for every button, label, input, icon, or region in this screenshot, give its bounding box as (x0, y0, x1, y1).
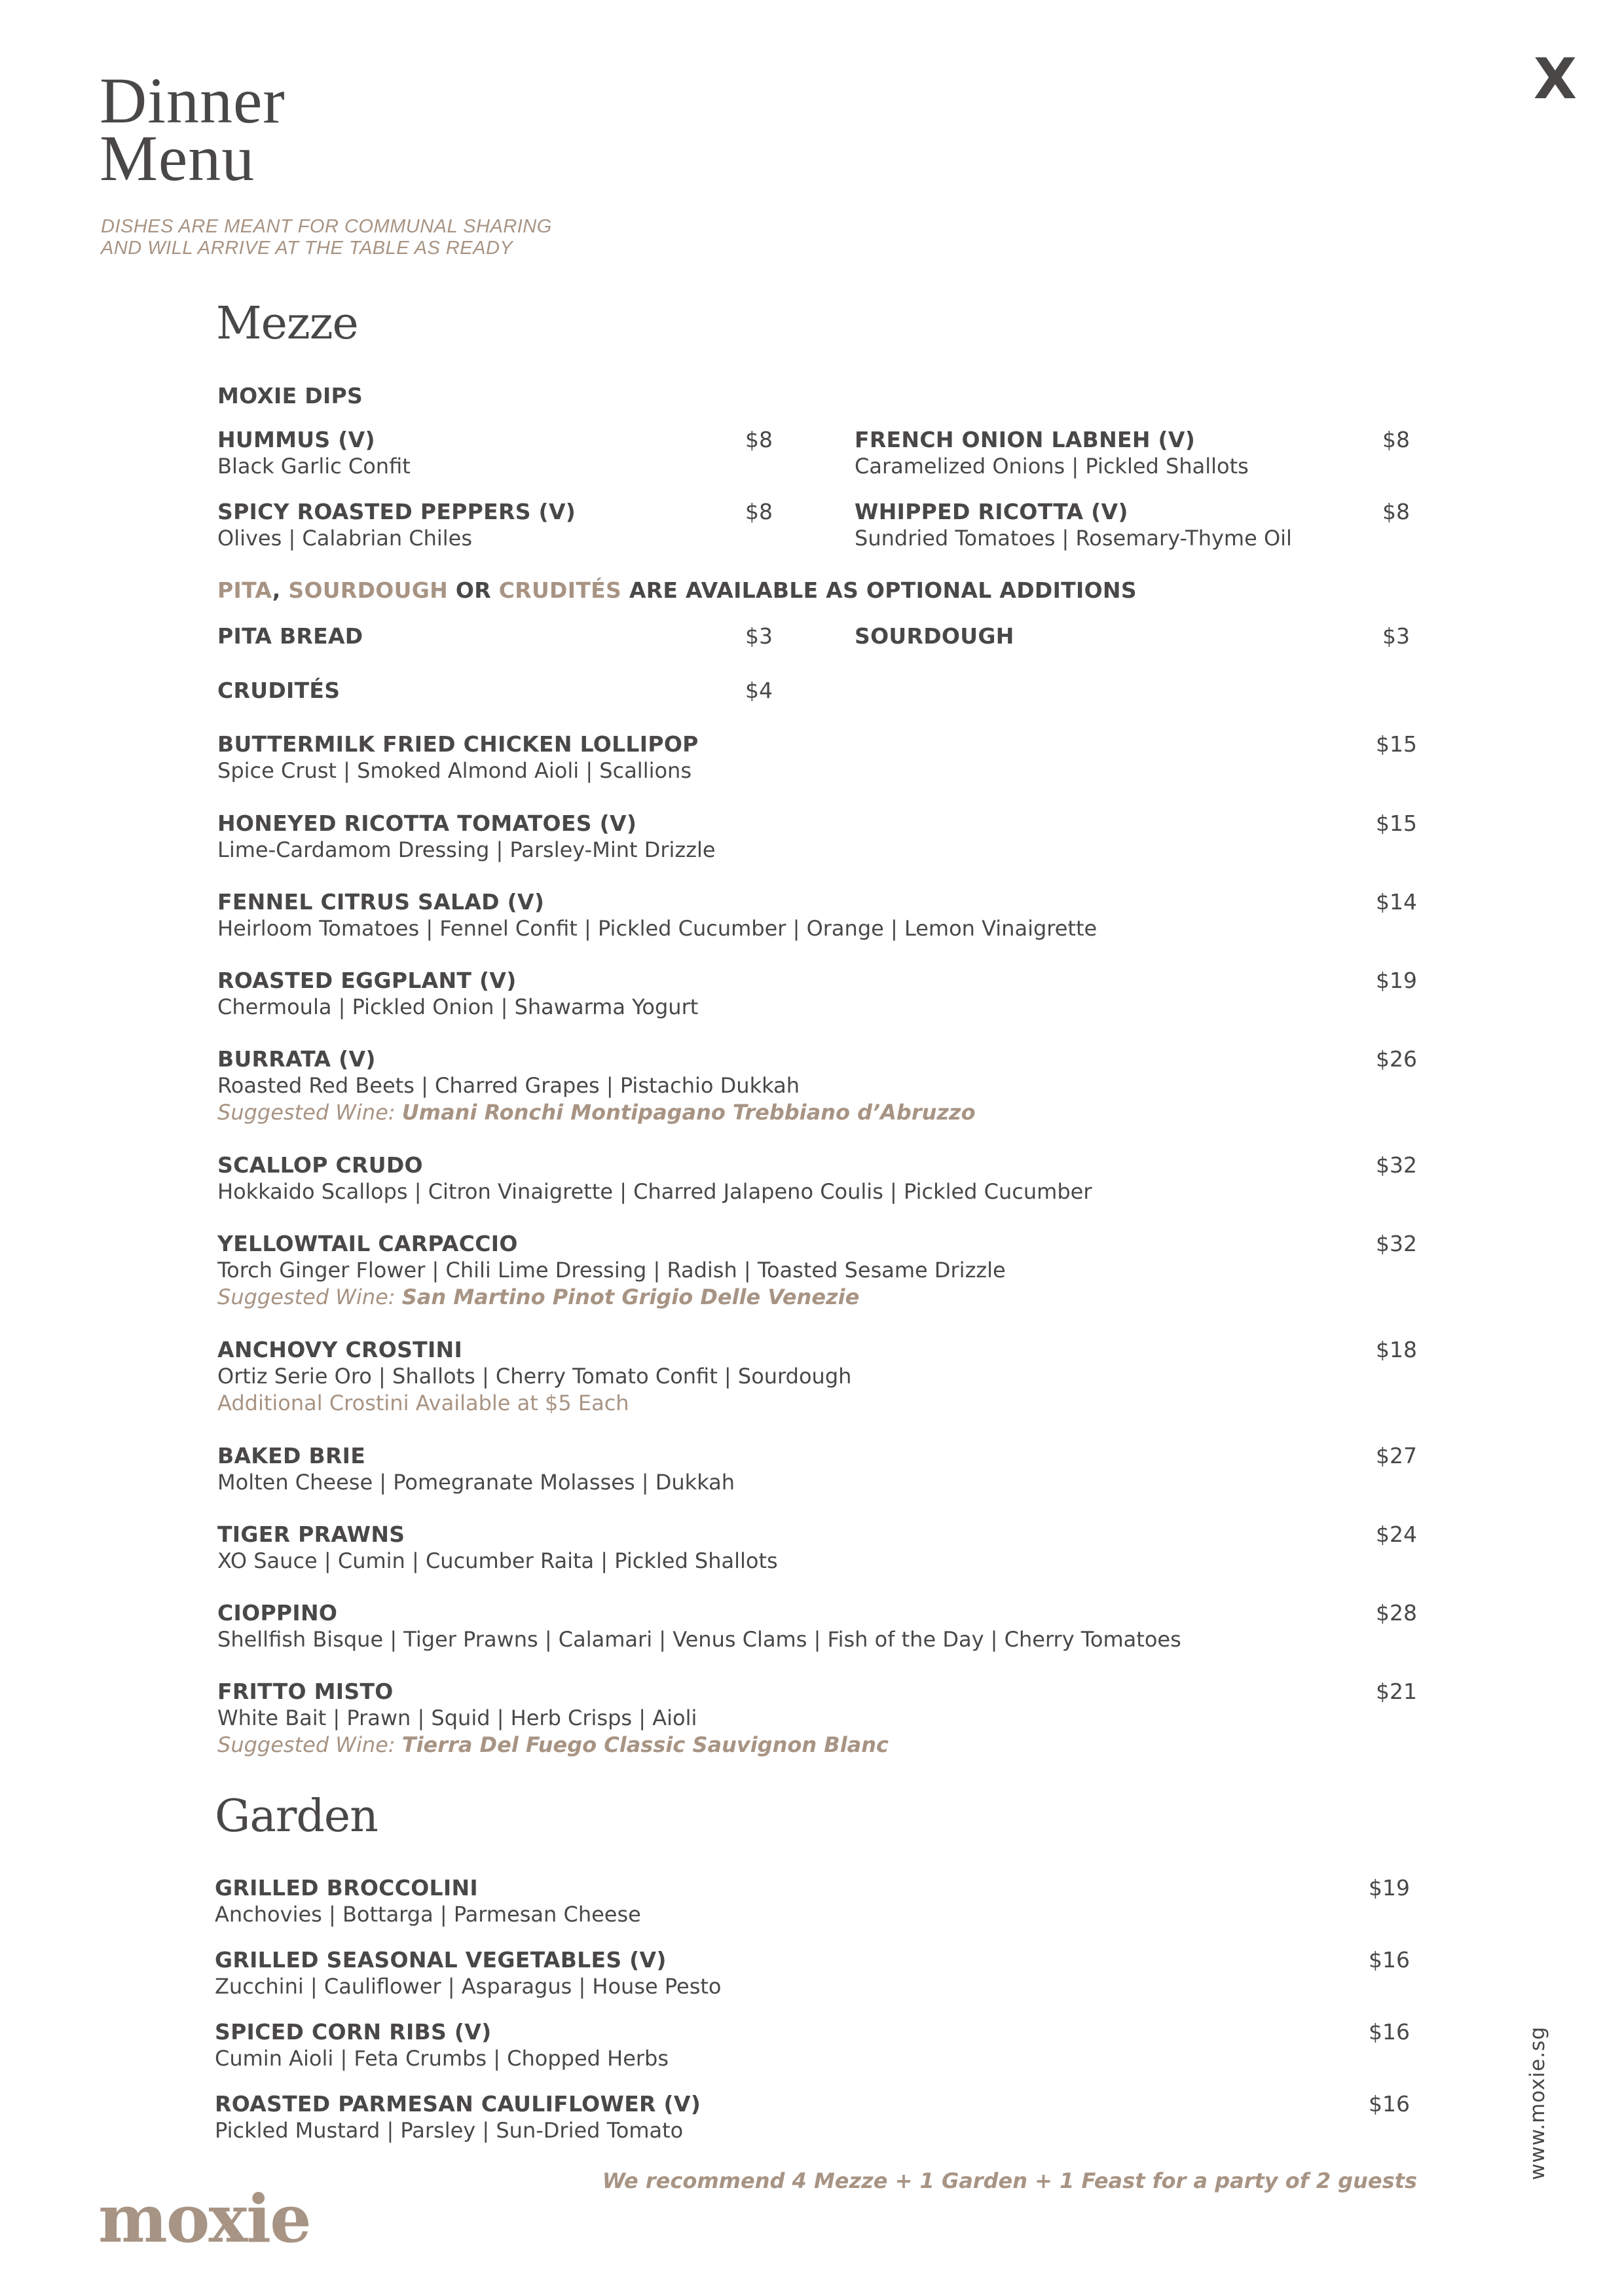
menu-item-price: $8 (1382, 427, 1410, 452)
menu-item-price: $16 (1369, 2019, 1410, 2045)
menu-item-name: ROASTED PARMESAN CAULIFLOWER (V) (215, 2091, 701, 2117)
menu-item-name: GRILLED BROCCOLINI (215, 1875, 478, 1901)
menu-item-price: $16 (1369, 1947, 1410, 1973)
menu-item-name: SPICY ROASTED PEPPERS (V) (217, 499, 576, 524)
menu-item-description: Olives | Calabrian Chiles (217, 526, 473, 551)
menu-item-price: $27 (1376, 1443, 1417, 1468)
menu-item-price: $8 (1382, 499, 1410, 524)
menu-item-price: $28 (1376, 1600, 1417, 1626)
menu-item-description: Hokkaido Scallops | Citron Vinaigrette | Charred Jalapeno Coulis | Pickled Cucumber (217, 1179, 1092, 1204)
moxie-logo: moxie (98, 2180, 310, 2257)
menu-item-description: Lime-Cardamom Dressing | Parsley-Mint Drizzle (217, 837, 716, 862)
addition-pita: PITA (217, 577, 272, 603)
side-item-price: $4 (745, 678, 773, 703)
menu-item-description: Pickled Mustard | Parsley | Sun-Dried Tomato (215, 2118, 684, 2143)
recommendation-note: We recommend 4 Mezze + 1 Garden + 1 Feast for a party of 2 guests (602, 2168, 1417, 2193)
menu-item-description: Black Garlic Confit (217, 454, 411, 479)
menu-item-description: Caramelized Onions | Pickled Shallots (855, 454, 1249, 479)
menu-item-name: HUMMUS (V) (217, 427, 375, 452)
menu-item-name: BAKED BRIE (217, 1443, 366, 1468)
addition-sourdough: SOURDOUGH (288, 577, 449, 603)
section-heading-mezze: Mezze (216, 298, 358, 350)
menu-item-price: $16 (1369, 2091, 1410, 2117)
menu-item-description: Heirloom Tomatoes | Fennel Confit | Pickled Cucumber | Orange | Lemon Vinaigrette (217, 916, 1098, 941)
menu-item-name: HONEYED RICOTTA TOMATOES (V) (217, 811, 637, 836)
dips-heading: MOXIE DIPS (217, 383, 363, 409)
menu-item-description: Cumin Aioli | Feta Crumbs | Chopped Herbs (215, 2046, 669, 2071)
website-link[interactable]: www.moxie.sg (1526, 2026, 1549, 2180)
menu-item-name: FRENCH ONION LABNEH (V) (855, 427, 1196, 452)
menu-item-price: $19 (1376, 968, 1417, 993)
page-title (100, 64, 286, 194)
subtitle-line-2: AND WILL ARRIVE AT THE TABLE AS READY (101, 238, 513, 259)
menu-item-description: Shellfish Bisque | Tiger Prawns | Calamari | Venus Clams | Fish of the Day | Cherry Tomatoes (217, 1627, 1181, 1652)
page-subtitle (101, 216, 552, 259)
menu-item-description: Anchovies | Bottarga | Parmesan Cheese (215, 1902, 641, 1927)
menu-item-price: $32 (1376, 1231, 1417, 1256)
menu-item-price: $26 (1376, 1046, 1417, 1072)
menu-item-price: $19 (1369, 1875, 1410, 1901)
menu-item-price: $24 (1376, 1522, 1417, 1547)
menu-item-name: ANCHOVY CROSTINI (217, 1337, 463, 1362)
menu-item-description: Roasted Red Beets | Charred Grapes | Pistachio Dukkah (217, 1073, 800, 1098)
menu-item-description: Ortiz Serie Oro | Shallots | Cherry Tomato Confit | Sourdough (217, 1364, 852, 1389)
side-item-name: SOURDOUGH (855, 623, 1014, 649)
title-line-1: Dinner (100, 64, 286, 137)
menu-item-name: BUTTERMILK FRIED CHICKEN LOLLIPOP (217, 731, 699, 757)
menu-item-description: Spice Crust | Smoked Almond Aioli | Scallions (217, 758, 692, 783)
suggested-wine: Suggested Wine: Tierra Del Fuego Classic Sauvignon Blanc (217, 1732, 889, 1757)
menu-item-price: $8 (745, 499, 773, 524)
menu-item-name: BURRATA (V) (217, 1046, 376, 1072)
menu-item-name: YELLOWTAIL CARPACCIO (217, 1231, 518, 1256)
menu-item-name: FENNEL CITRUS SALAD (V) (217, 889, 545, 915)
menu-item-note: Additional Crostini Available at $5 Each (217, 1391, 629, 1415)
menu-item-price: $32 (1376, 1152, 1417, 1178)
section-heading-garden: Garden (215, 1791, 378, 1842)
menu-item-description: Chermoula | Pickled Onion | Shawarma Yogurt (217, 994, 699, 1019)
menu-item-description: XO Sauce | Cumin | Cucumber Raita | Pickled Shallots (217, 1548, 778, 1573)
close-button[interactable]: X (1533, 46, 1577, 112)
menu-item-name: ROASTED EGGPLANT (V) (217, 968, 517, 993)
menu-item-name: SPICED CORN RIBS (V) (215, 2019, 492, 2045)
optional-additions-note: PITA, SOURDOUGH OR CRUDITÉS ARE AVAILABLE AS OPTIONAL ADDITIONS (217, 577, 1137, 603)
side-item-price: $3 (1382, 623, 1410, 649)
menu-item-name: CIOPPINO (217, 1600, 338, 1626)
side-item-name: PITA BREAD (217, 623, 363, 649)
menu-item-description: Torch Ginger Flower | Chili Lime Dressing | Radish | Toasted Sesame Drizzle (217, 1258, 1006, 1283)
menu-item-price: $18 (1376, 1337, 1417, 1362)
title-line-2: Menu (100, 122, 255, 194)
menu-item-description: White Bait | Prawn | Squid | Herb Crisps | Aioli (217, 1705, 697, 1730)
addition-crudites: CRUDITÉS (498, 577, 622, 603)
menu-item-description: Sundried Tomatoes | Rosemary-Thyme Oil (855, 526, 1292, 551)
side-item-name: CRUDITÉS (217, 678, 341, 703)
menu-item-name: TIGER PRAWNS (217, 1522, 405, 1547)
menu-item-name: GRILLED SEASONAL VEGETABLES (V) (215, 1947, 667, 1973)
suggested-wine: Suggested Wine: San Martino Pinot Grigio Delle Venezie (217, 1285, 860, 1309)
menu-item-name: FRITTO MISTO (217, 1679, 394, 1704)
menu-item-name: SCALLOP CRUDO (217, 1152, 423, 1178)
menu-item-price: $15 (1376, 811, 1417, 836)
menu-item-description: Zucchini | Cauliflower | Asparagus | House Pesto (215, 1974, 722, 1999)
menu-item-description: Molten Cheese | Pomegranate Molasses | Dukkah (217, 1470, 735, 1495)
menu-item-name: WHIPPED RICOTTA (V) (855, 499, 1128, 524)
subtitle-line-1: DISHES ARE MEANT FOR COMMUNAL SHARING (101, 216, 552, 237)
side-item-price: $3 (745, 623, 773, 649)
menu-item-price: $14 (1376, 889, 1417, 915)
suggested-wine: Suggested Wine: Umani Ronchi Montipagano Trebbiano d’Abruzzo (217, 1100, 976, 1125)
menu-item-price: $8 (745, 427, 773, 452)
menu-item-price: $21 (1376, 1679, 1417, 1704)
menu-item-price: $15 (1376, 731, 1417, 757)
